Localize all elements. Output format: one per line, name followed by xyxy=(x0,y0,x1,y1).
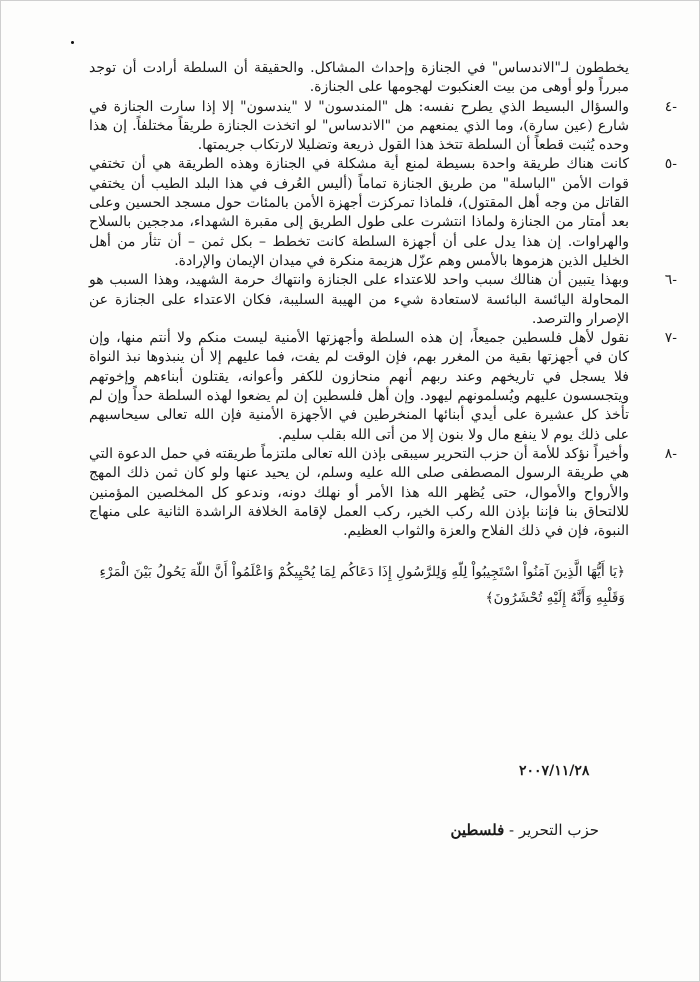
signature-region: فلسطين xyxy=(450,821,505,839)
document-body xyxy=(89,59,677,625)
list-item-5 xyxy=(89,155,677,271)
item-text: كانت هناك طريقة واحدة بسيطة لمنع أية مشكلة في الجنازة وهذه الطريقة هي أن تختفي قوات الأمن "الباسلة" من طريق الجنازة تماماً (أليس العُرف في هذا البلد الطيب أن يختفي القاتل من وجه أهل المقتول)، فلماذا تمركزت أجهزة الأمن بالمئات حول مسجد الحسين وعلى بعد أمتار من الجنازة ولماذا انتشرت على طول الطريق إلى مقبرة الشهداء، مدججين بالسلاح والهراوات. إن هذا يدل على أن أجهزة السلطة كانت تخطط – بكل ثمن – أن تثأر من أهل الخليل الذين هزموها بالأمس وهم عزّل هزيمة منكرة في ميدان الإيمان والإرادة. xyxy=(89,156,629,269)
list-item-4 xyxy=(89,98,677,156)
item-number: -٨ xyxy=(664,445,677,462)
list-item-8 xyxy=(89,445,677,541)
list-item-6 xyxy=(89,271,677,329)
item-text: نقول لأهل فلسطين جميعاً، إن هذه السلطة وأجهزتها الأمنية ليست منكم ولا أنتم منها، وإن كان في أجهزتها بقية من المغرر بهم، فإن الوقت لم يفت، فما عليهم إلا أن ينبذوها نبذ النواة فلا يسجل في تاريخهم وعند ربهم أنهم منحازون للكفر وأعوانه، يقتلون أبناءهم وإخوتهم ويتجسسون عليهم ويُسلمونهم ليهود. وإن أهل فلسطين إن لم يضعوا لهذه السلطة حداً وإن لم تأخذ كل عشيرة على أيدي أبنائها المنخرطين في الأجهزة الأمنية فإن الله تعالى سيحاسبهم على ذلك يوم لا ينفع مال ولا بنون إلا من أتى الله بقلب سليم. xyxy=(89,330,629,443)
item-number: -٧ xyxy=(664,330,677,347)
item-text: وبهذا يتبين أن هنالك سبب واحد للاعتداء على الجنازة وانتهاك حرمة الشهيد، وهذا السبب هو المحاولة اليائسة البائسة لاستعادة شيء من الهيبة السليبة، فكان الاعتداء على الجنازة عن الإصرار والترصد. xyxy=(89,272,629,327)
signature-separator: - xyxy=(504,821,519,839)
signature-party: حزب التحرير xyxy=(518,821,599,839)
intro-paragraph: يخططون لـ"الاندساس" في الجنازة وإحداث المشاكل. والحقيقة أن السلطة أرادت أن توجد مبرراً ولو أوهى من بيت العنكبوت لهجومها على الجنازة. xyxy=(89,60,629,96)
item-number: -٤ xyxy=(664,98,677,115)
quran-verse: ﴿يَا أَيُّهَا الَّذِينَ آمَنُواْ اسْتَجِيبُواْ لِلّهِ وَلِلرَّسُولِ إِذَا دَعَاكُم لِمَا يُحْيِيكُمْ وَاعْلَمُواْ أَنَّ اللّهَ يَحُولُ بَيْنَ الْمَرْءِ وَقَلْبِهِ وَأَنَّهُ إِلَيْهِ تُحْشَرُونَ﴾ xyxy=(99,564,625,607)
signature xyxy=(450,821,599,839)
item-number: -٥ xyxy=(664,156,677,173)
item-text: والسؤال البسيط الذي يطرح نفسه: هل "المندسون" لا "يندسون" إلا إذا سارت الجنازة في شارع (عين سارة)، وما الذي يمنعهم من "الاندساس" لو اتخذت الجنازة طريقاً مختلفاً. إن هذا وحده يُثبت قطعاً أن السلطة تتخذ هذا القول ذريعة وتضليلا لارتكاب جريمتها. xyxy=(89,98,629,154)
document-date: ٢٠٠٧/١١/٢٨ xyxy=(519,763,590,779)
list-item-7 xyxy=(89,329,677,445)
item-text: وأخيراً نؤكد للأمة أن حزب التحرير سيبقى بإذن الله تعالى ملتزماً طريقته في حمل الدعوة التي هي طريقة الرسول المصطفى صلى الله عليه وسلم، لن يحيد عنها ولو كان ثمن ذلك المهج والأرواح والأموال، حتى يُظهر الله هذا الأمر أو نهلك دونه، وندعو كل المخلصين المؤمنين للالتحاق بنا فإننا بإذن الله ركب الخير، ركب العمل لإقامة الخلافة الراشدة الثانية على منهاج النبوة، فإن في ذلك الفلاح والعزة والثواب العظيم. xyxy=(89,445,629,540)
margin-dot xyxy=(71,41,74,44)
item-number: -٦ xyxy=(664,272,677,289)
